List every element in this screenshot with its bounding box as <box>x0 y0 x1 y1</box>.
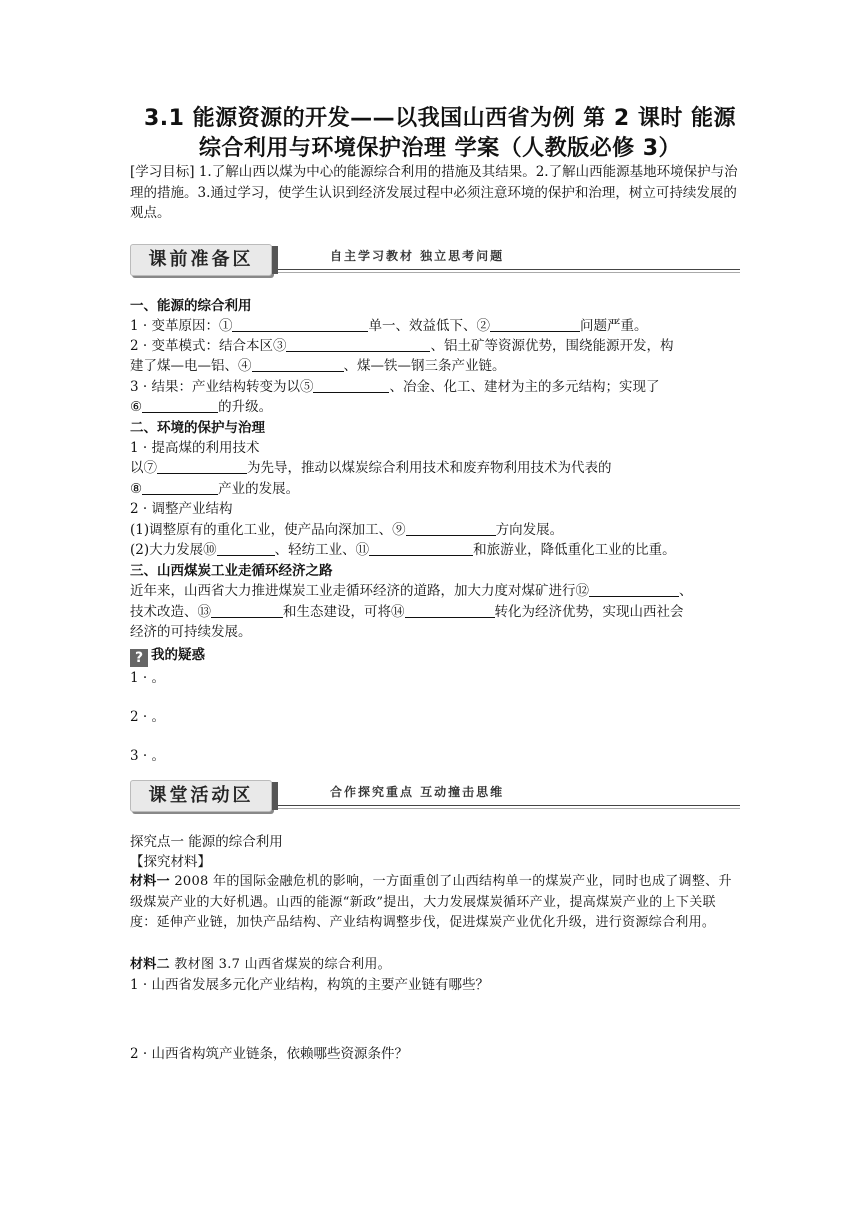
text-segment: 1 · 变革原因：① <box>130 318 233 334</box>
fill-blank-13[interactable] <box>211 603 283 618</box>
section-2-heading: 二、环境的保护与治理 <box>130 420 265 436</box>
fill-blank-3[interactable] <box>286 337 430 352</box>
section-1-line-2 <box>130 336 740 357</box>
text-segment: 转化为经济优势，实现山西社会 <box>494 604 684 620</box>
fill-blank-11[interactable] <box>369 541 473 556</box>
banner-rule <box>278 269 740 270</box>
section-1-line-4 <box>130 377 740 398</box>
text-segment: 、铝土矿等资源优势，围绕能源开发，构 <box>430 338 674 354</box>
text-segment: 3 · 结果：产业结构转变为以⑤ <box>130 379 314 395</box>
section-3-line-3: 经济的可持续发展。 <box>130 624 252 640</box>
text-segment: 、轻纺工业、⑪ <box>274 542 370 558</box>
material-1-text: 2008 年的国际金融危机的影响，一方面重创了山西结构单一的煤炭产业，同时也成了调整、升级煤炭产业的大好机遇。山西的能源“新政”提出，大力发展煤炭循环产业，提高煤炭产业的上下关联度：延伸产业链，加快产品结构、产业结构调整步伐，促进煤炭产业优化升级，进行资源综合利用。 <box>130 874 732 931</box>
fill-blank-9[interactable] <box>406 521 496 536</box>
section-1-line-1 <box>130 316 740 337</box>
text-segment: 和生态建设，可将⑭ <box>283 604 405 620</box>
learning-objectives: [学习目标] 1.了解山西以煤为中心的能源综合利用的措施及其结果。2.了解山西能源基地环境保护与治理的措施。3.通过学习，使学生认识到经济发展过程中必须注意环境的保护和治理，树立可持续发展的观点。 <box>130 164 738 222</box>
section-banner-classroom <box>130 780 740 814</box>
text-segment: ⑧ <box>130 481 143 497</box>
section-3-line-2 <box>130 602 740 623</box>
text-segment: 产业的发展。 <box>218 481 300 497</box>
material-2 <box>130 955 740 976</box>
text-segment: 2 · 变革模式：结合本区③ <box>130 338 287 354</box>
document-title <box>120 104 760 164</box>
question-2: 2 · 山西省构筑产业链条，依赖哪些资源条件？ <box>130 1046 408 1062</box>
section-banner-preview <box>130 244 740 278</box>
text-segment: 技术改造、⑬ <box>130 604 211 620</box>
banner-rule <box>278 805 740 806</box>
title-line-2: 综合利用与环境保护治理 学案（人教版必修 3） <box>198 136 682 161</box>
fill-blank-7[interactable] <box>157 459 247 474</box>
materials-tag: 【探究材料】 <box>130 854 211 870</box>
text-segment: (1)调整原有的重化工业，使产品向深加工、⑨ <box>130 522 406 538</box>
fill-blank-12[interactable] <box>589 582 679 597</box>
banner-rule-secondary <box>278 808 740 809</box>
text-segment: 、 <box>679 583 693 599</box>
text-segment: 以⑦ <box>130 460 157 476</box>
section-3-heading: 三、山西煤炭工业走循环经济之路 <box>130 563 333 579</box>
fill-blank-6[interactable] <box>142 398 218 413</box>
section-1-heading: 一、能源的综合利用 <box>130 298 252 314</box>
doubts-title: 我的疑惑 <box>151 647 205 663</box>
question-1: 1 · 山西省发展多元化产业结构，构筑的主要产业链有哪些？ <box>130 977 489 993</box>
fill-blank-2[interactable] <box>490 317 580 332</box>
section-3-line-1 <box>130 581 740 602</box>
material-1 <box>130 872 736 934</box>
section-1-line-5 <box>130 397 740 418</box>
doubts-heading <box>130 645 740 667</box>
section-2-line-2 <box>130 479 740 500</box>
fill-blank-5[interactable] <box>313 378 389 393</box>
text-segment: 和旅游业，降低重化工业的比重。 <box>473 542 676 558</box>
text-segment: 近年来，山西省大力推进煤炭工业走循环经济的道路，加大力度对煤矿进行⑫ <box>130 583 589 599</box>
explore-heading: 探究点一 能源的综合利用 <box>130 834 283 850</box>
doubt-item-1[interactable]: 1 · 。 <box>130 670 165 686</box>
question-mark-icon: ? <box>130 649 148 667</box>
fill-blank-8[interactable] <box>142 480 218 495</box>
doubt-item-3[interactable]: 3 · 。 <box>130 748 165 764</box>
banner-label: 课前准备区 <box>130 244 272 276</box>
section-2-sub-2: 2 · 调整产业结构 <box>130 501 233 517</box>
fill-blank-4[interactable] <box>252 357 344 372</box>
fill-blank-10[interactable] <box>217 541 275 556</box>
text-segment: 、煤—铁—钢三条产业链。 <box>343 358 506 374</box>
material-2-text: 教材图 3.7 山西省煤炭的综合利用。 <box>169 957 391 972</box>
text-segment: ⑥ <box>130 399 143 415</box>
text-segment: (2)大力发展⑩ <box>130 542 217 558</box>
text-segment: 建了煤—电—铝、④ <box>130 358 252 374</box>
section-2-line-1 <box>130 458 740 479</box>
text-segment: 单一、效益低下、② <box>368 318 490 334</box>
material-1-label: 材料一 <box>130 874 170 889</box>
section-1-line-3 <box>130 356 740 377</box>
text-segment: 的升级。 <box>218 399 273 415</box>
banner-label: 课堂活动区 <box>130 780 272 812</box>
title-line-1: 3.1 能源资源的开发——以我国山西省为例 第 2 课时 能源 <box>143 106 737 131</box>
text-segment: 方向发展。 <box>495 522 564 538</box>
fill-blank-1[interactable] <box>232 317 368 332</box>
section-2-line-4 <box>130 540 740 561</box>
section-2-sub-1: 1 · 提高煤的利用技术 <box>130 440 260 456</box>
banner-subtitle: 自主学习教材 独立思考问题 <box>330 249 505 263</box>
text-segment: 问题严重。 <box>579 318 648 334</box>
doubt-item-2[interactable]: 2 · 。 <box>130 709 165 725</box>
text-segment: 为先导，推动以煤炭综合利用技术和废弃物利用技术为代表的 <box>247 460 612 476</box>
banner-rule-secondary <box>278 272 740 273</box>
fill-blank-14[interactable] <box>405 603 495 618</box>
text-segment: 、冶金、化工、建材为主的多元结构；实现了 <box>389 379 660 395</box>
material-2-label: 材料二 <box>130 957 170 972</box>
section-2-line-3 <box>130 520 740 541</box>
banner-subtitle: 合作探究重点 互动撞击思维 <box>330 785 505 799</box>
